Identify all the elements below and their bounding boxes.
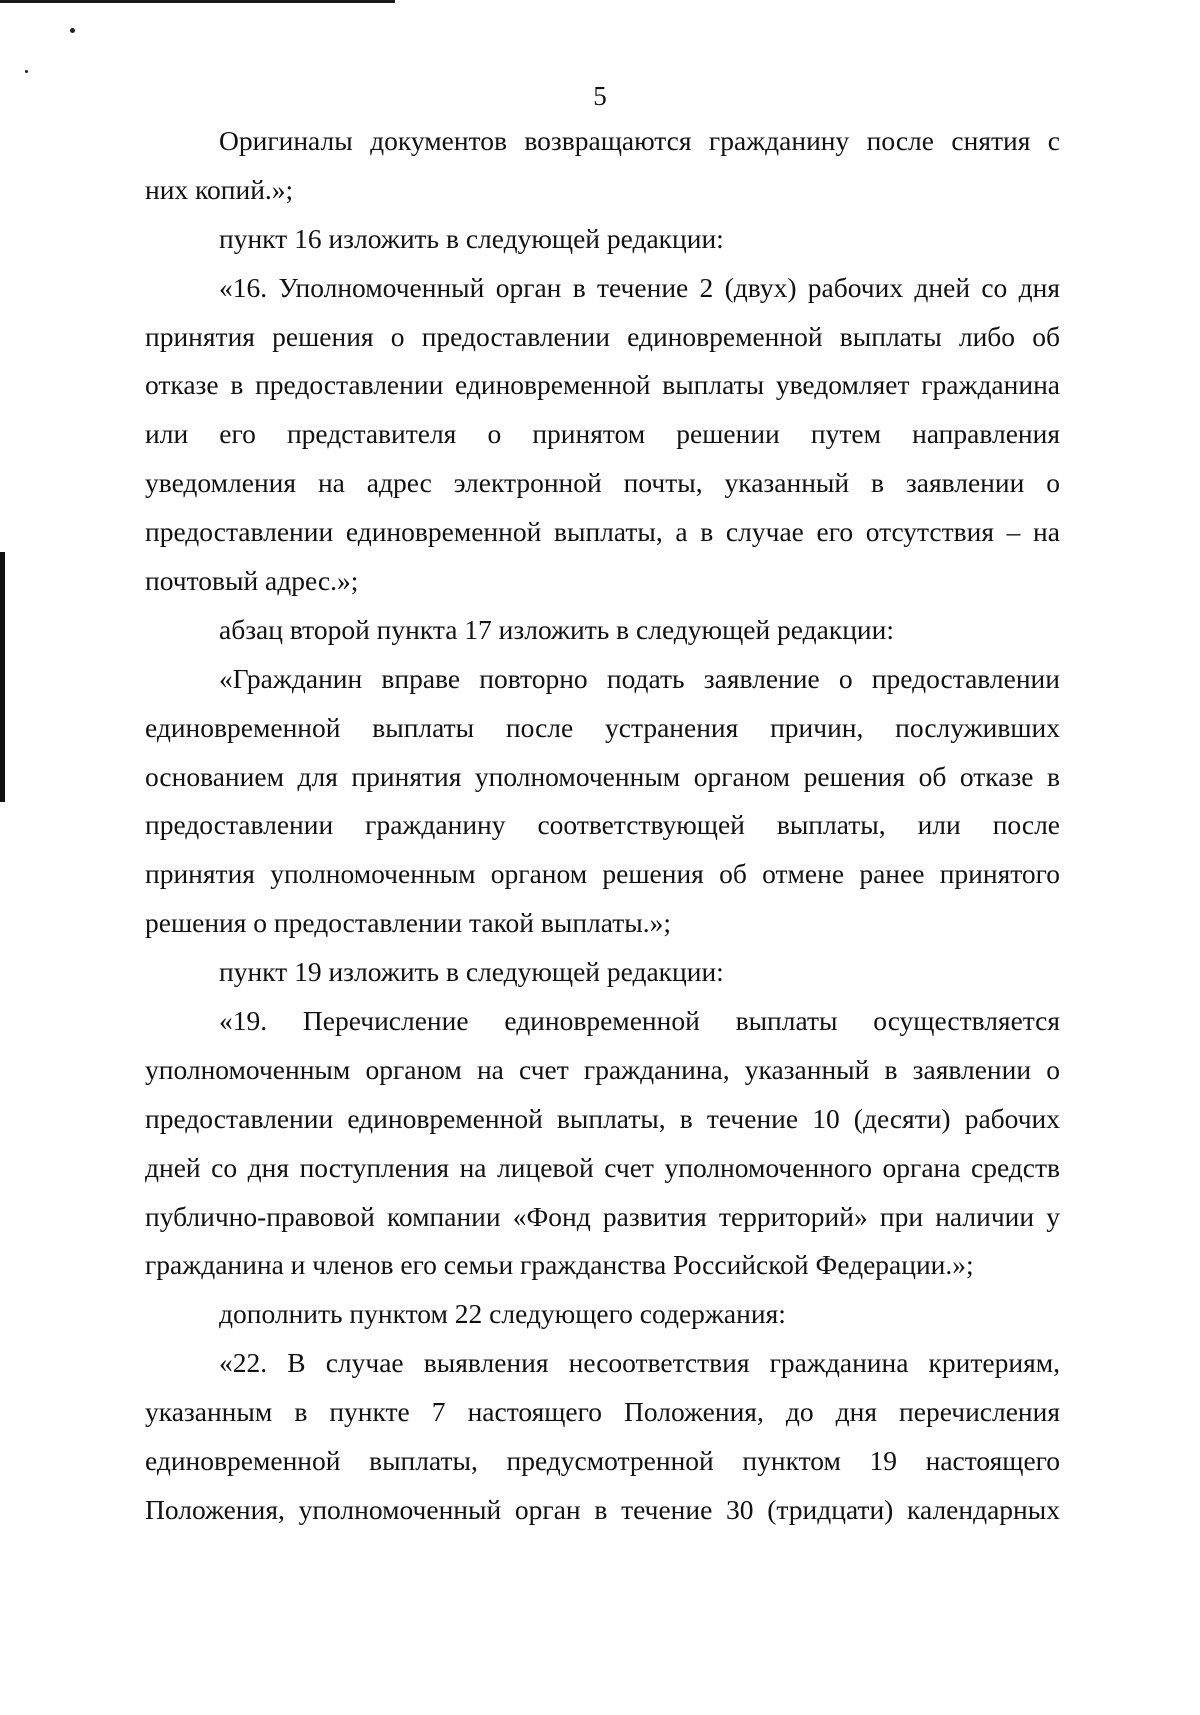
text-line: «Гражданин вправе повторно подать заявление о предоставлении xyxy=(219,662,1060,694)
text-line: публично-правовой компании «Фонд развития территорий» при наличии у xyxy=(145,1200,1060,1232)
text-line: предоставлении единовременной выплаты, в течение 10 (десяти) рабочих xyxy=(145,1102,1060,1134)
text-line: «16. Уполномоченный орган в течение 2 (двух) рабочих дней со дня xyxy=(219,271,1060,303)
scan-speck xyxy=(25,70,28,73)
text-line: уведомления на адрес электронной почты, указанный в заявлении о xyxy=(145,467,1060,499)
text-line: «19. Перечисление единовременной выплаты осуществляется xyxy=(219,1005,1060,1037)
text-line: отказе в предоставлении единовременной выплаты уведомляет гражданина xyxy=(145,369,1060,401)
text-line: Положения, уполномоченный орган в течение 30 (тридцати) календарных xyxy=(145,1493,1060,1525)
page-number: 5 xyxy=(593,81,607,111)
text-line: единовременной выплаты, предусмотренной пунктом 19 настоящего xyxy=(145,1445,1060,1477)
text-line: дополнить пунктом 22 следующего содержания: xyxy=(219,1298,786,1330)
text-line: уполномоченным органом на счет гражданина, указанный в заявлении о xyxy=(145,1053,1060,1085)
document-body-text xyxy=(145,117,1060,1535)
text-line: указанным в пункте 7 настоящего Положения, до дня перечисления xyxy=(145,1396,1060,1428)
text-line: Оригиналы документов возвращаются гражданину после снятия с xyxy=(219,125,1060,156)
text-line: абзац второй пункта 17 изложить в следующей редакции: xyxy=(219,613,894,645)
text-line: них копий.»; xyxy=(145,173,294,205)
text-line: принятия решения о предоставлении единовременной выплаты либо об xyxy=(145,320,1060,352)
text-line: или его представителя о принятом решении путем направления xyxy=(145,418,1060,450)
text-line: «22. В случае выявления несоответствия гражданина критериям, xyxy=(219,1347,1060,1379)
text-line: дней со дня поступления на лицевой счет уполномоченного органа средств xyxy=(145,1151,1060,1183)
text-line: принятия уполномоченным органом решения об отмене ранее принятого xyxy=(145,858,1060,890)
scan-top-rule xyxy=(0,0,395,3)
text-line: решения о предоставлении такой выплаты.»; xyxy=(145,907,672,939)
scan-left-edge-mark xyxy=(0,552,5,802)
text-line: предоставлении единовременной выплаты, а в случае его отсутствия – на xyxy=(145,516,1060,548)
text-line: пункт 19 изложить в следующей редакции: xyxy=(219,956,724,988)
text-line: почтовый адрес.»; xyxy=(145,565,359,597)
text-line: основанием для принятия уполномоченным органом решения об отказе в xyxy=(145,760,1060,792)
text-line: гражданина и членов его семьи гражданства Российской Федерации.»; xyxy=(145,1249,974,1281)
scan-speck xyxy=(70,28,75,33)
text-line: предоставлении гражданину соответствующей выплаты, или после xyxy=(145,809,1060,841)
text-line: единовременной выплаты после устранения причин, послуживших xyxy=(145,711,1060,743)
text-line: пункт 16 изложить в следующей редакции: xyxy=(219,222,724,254)
